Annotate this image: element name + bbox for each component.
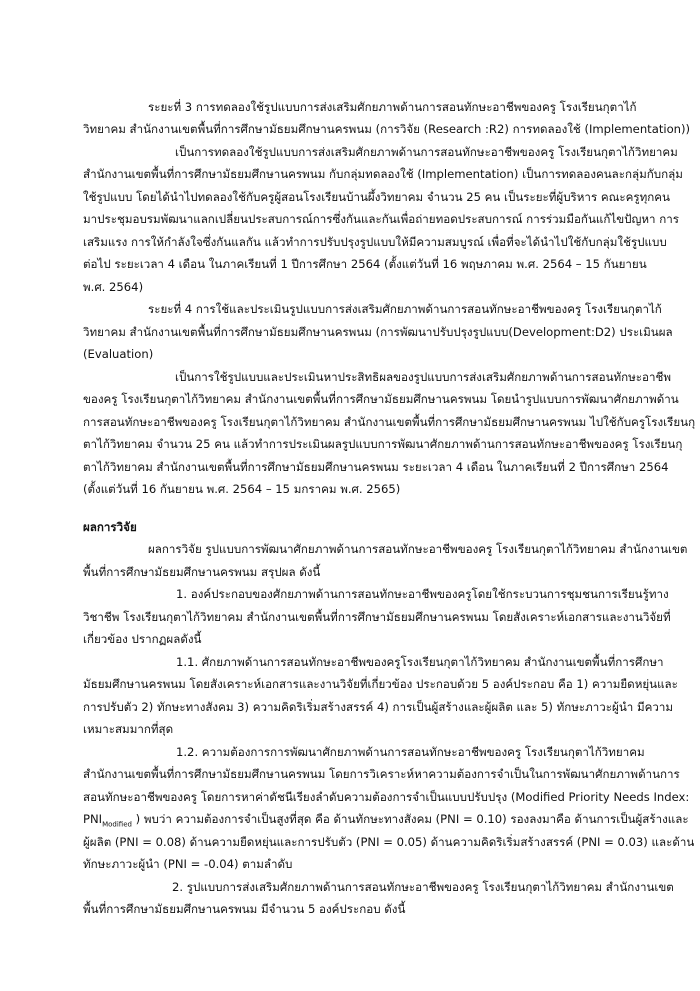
phase4-title-line: (Evaluation) xyxy=(83,347,154,362)
results-line: การปรับตัว 2) ทักษะทางสังคม 3) ความคิดริเริ่มสร้างสรรค์ 4) การเป็นผู้สร้างและผู้ผลิต และ 5) ทักษะภาวะผู้นำ มีความ xyxy=(83,699,674,714)
phase3-body-line: ใช้รูปแบบ โดยได้นำไปทดลองใช้กับครูผู้สอนโรงเรียนบ้านผึ้งวิทยาคม จำนวน 25 คน เป็นระยะที่ผู้บริหาร คณะครูทุกคน xyxy=(83,189,670,204)
results-line: วิชาชีพ โรงเรียนกุตาไก้วิทยาคม สำนักงานเขตพื้นที่การศึกษามัธยมศึกษานครพนม โดยสังเคราะห์เอกสารและงานวิจัยที่ xyxy=(83,609,671,624)
phase3-body-line: สำนักงานเขตพื้นที่การศึกษามัธยมศึกษานครพนม กับกลุ่มทดลองใช้ (Implementation) เป็นการทดลองคนละกลุ่มกับกลุ่ม xyxy=(83,167,683,182)
phase4-body-line: (ตั้งแต่วันที่ 16 กันยายน พ.ศ. 2564 – 15 มกราคม พ.ศ. 2565) xyxy=(83,481,401,496)
pni-subscript: Modified xyxy=(102,820,132,829)
results-line: เหมาะสมมากที่สุด xyxy=(83,722,174,737)
results-line: สำนักงานเขตพื้นที่การศึกษามัธยมศึกษานครพนม โดยการวิเคราะห์หาความต้องการจำเป็นในการพัฒนาศักยภาพด้านการ xyxy=(83,767,680,782)
pni-label: PNI xyxy=(83,812,103,827)
results-line: ผู้ผลิต (PNI = 0.08) ด้านความยืดหยุ่นและการปรับตัว (PNI = 0.05) ด้านความคิดริเริ่มสร้างสรรค์ (PNI = 0.03) และด้าน xyxy=(83,834,695,849)
results-line: ผลการวิจัย รูปแบบการพัฒนาศักยภาพด้านการสอนทักษะอาชีพของครู โรงเรียนกุตาไก้วิทยาคม สำนักงานเขต xyxy=(148,542,688,557)
section-heading: ผลการวิจัย xyxy=(83,520,137,534)
phase3-body-line: เสริมแรง การให้กำลังใจซึ่งกันแลกัน แล้วทำการปรับปรุงรูปแบบให้มีความสมบูรณ์ เพื่อที่จะได้นำไปใช้กับกลุ่มใช้รูปแบบ xyxy=(83,234,667,249)
phase3-body-line: มาประชุมอบรมพัฒนาแลกเปลี่ยนประสบการณ์การซึ่งกันและกันเพื่อถ่ายทอดประสบการณ์ การร่วมมือกันแก้ไขปัญหา การ xyxy=(83,212,679,227)
results-section xyxy=(83,516,695,920)
pni-text: ) พบว่า ความต้องการจำเป็นสูงที่สุด คือ ด้านทักษะทางสังคม (PNI = 0.10) รองลงมาคือ ด้านการเป็นผู้สร้างและ xyxy=(131,812,689,827)
phase4-body-line: ตาไก้วิทยาคม จำนวน 25 คน แล้วทำการประเมินผลรูปแบบการพัฒนาศักยภาพด้านการสอนทักษะอาชีพของครู โรงเรียนกุ xyxy=(83,437,683,452)
phase4-body-line: เป็นการใช้รูปแบบและประเมินหาประสิทธิผลของรูปแบบการส่งเสริมศักยภาพด้านการสอนทักษะอาชีพ xyxy=(175,369,672,384)
results-line-pni xyxy=(83,808,689,830)
results-line: 2. รูปแบบการส่งเสริมศักยภาพด้านการสอนทักษะอาชีพของครู โรงเรียนกุตาไก้วิทยาคม สำนักงานเขต xyxy=(172,879,674,894)
results-line: ทักษะภาวะผู้นำ (PNI = -0.04) ตามลำดับ xyxy=(83,857,293,872)
phase4-body-line: การสอนทักษะอาชีพของครู โรงเรียนกุตาไก้วิทยาคม สำนักงานเขตพื้นที่การศึกษามัธยมศึกษานครพนม ไปใช้กับครูโรงเรียนกุ xyxy=(83,414,696,429)
phase4-title-line: ระยะที่ 4 การใช้และประเมินรูปแบบการส่งเสริมศักยภาพด้านการสอนทักษะอาชีพของครู โรงเรียนกุตาไก้ xyxy=(148,302,662,317)
results-line: สอนทักษะอาชีพของครู โดยการหาค่าดัชนีเรียงลำดับความต้องการจำเป็นแบบปรับปรุง (Modified Priority Needs Index: xyxy=(83,789,690,804)
results-line: 1.1. ศักยภาพด้านการสอนทักษะอาชีพของครูโรงเรียนกุตาไก้วิทยาคม สำนักงานเขตพื้นที่การศึกษา xyxy=(176,654,664,669)
phase3-body-line: ต่อไป ระยะเวลา 4 เดือน ในภาคเรียนที่ 1 ปีการศึกษา 2564 (ตั้งแต่วันที่ 16 พฤษภาคม พ.ศ. 2564 – 15 กันยายน xyxy=(83,257,647,272)
phase3-body-line: เป็นการทดลองใช้รูปแบบการส่งเสริมศักยภาพด้านการสอนทักษะอาชีพของครู โรงเรียนกุตาไก้วิทยาคม xyxy=(175,144,678,159)
results-line: พื้นที่การศึกษามัธยมศึกษานครพนม มีจำนวน 5 องค์ประกอบ ดังนี้ xyxy=(83,901,406,916)
phase4-title-line: วิทยาคม สำนักงานเขตพื้นที่การศึกษามัธยมศึกษานครพนม (การพัฒนาปรับปรุงรูปแบบ(Development:D2) ประเมินผล xyxy=(83,324,673,339)
phase4-body-line: ตาไก้วิทยาคม สำนักงานเขตพื้นที่การศึกษามัธยมศึกษานครพนม ระยะเวลา 4 เดือน ในภาคเรียนที่ 2 ปีการศึกษา 2564 xyxy=(83,459,669,474)
phase3-title-line: ระยะที่ 3 การทดลองใช้รูปแบบการส่งเสริมศักยภาพด้านการสอนทักษะอาชีพของครู โรงเรียนกุตาไก้ xyxy=(148,100,637,114)
results-line: 1. องค์ประกอบของศักยภาพด้านการสอนทักษะอาชีพของครูโดยใช้กระบวนการชุมชนการเรียนรู้ทาง xyxy=(176,587,669,602)
results-line: พื้นที่การศึกษามัธยมศึกษานครพนม สรุปผล ดังนี้ xyxy=(83,564,321,579)
phase4-body-line: ของครู โรงเรียนกุตาไก้วิทยาคม สำนักงานเขตพื้นที่การศึกษามัธยมศึกษานครพนม โดยนำรูปแบบการพัฒนาศักยภาพด้าน xyxy=(83,392,679,407)
results-line: มัธยมศึกษานครพนม โดยสังเคราะห์เอกสารและงานวิจัยที่เกี่ยวข้อง ประกอบด้วย 5 องค์ประกอบ คือ 1) ความยืดหยุ่นและ xyxy=(83,677,678,692)
research-phases-section xyxy=(83,96,696,500)
phase3-body-line: พ.ศ. 2564) xyxy=(83,279,144,294)
phase3-title-line: วิทยาคม สำนักงานเขตพื้นที่การศึกษามัธยมศึกษานครพนม (การวิจัย (Research :R2) การทดลองใช้ (Implementation)) xyxy=(83,122,691,137)
results-line: เกี่ยวข้อง ปรากฏผลดังนี้ xyxy=(83,632,202,647)
results-line: 1.2. ความต้องการการพัฒนาศักยภาพด้านการสอนทักษะอาชีพของครู โรงเรียนกุตาไก้วิทยาคม xyxy=(176,744,645,759)
